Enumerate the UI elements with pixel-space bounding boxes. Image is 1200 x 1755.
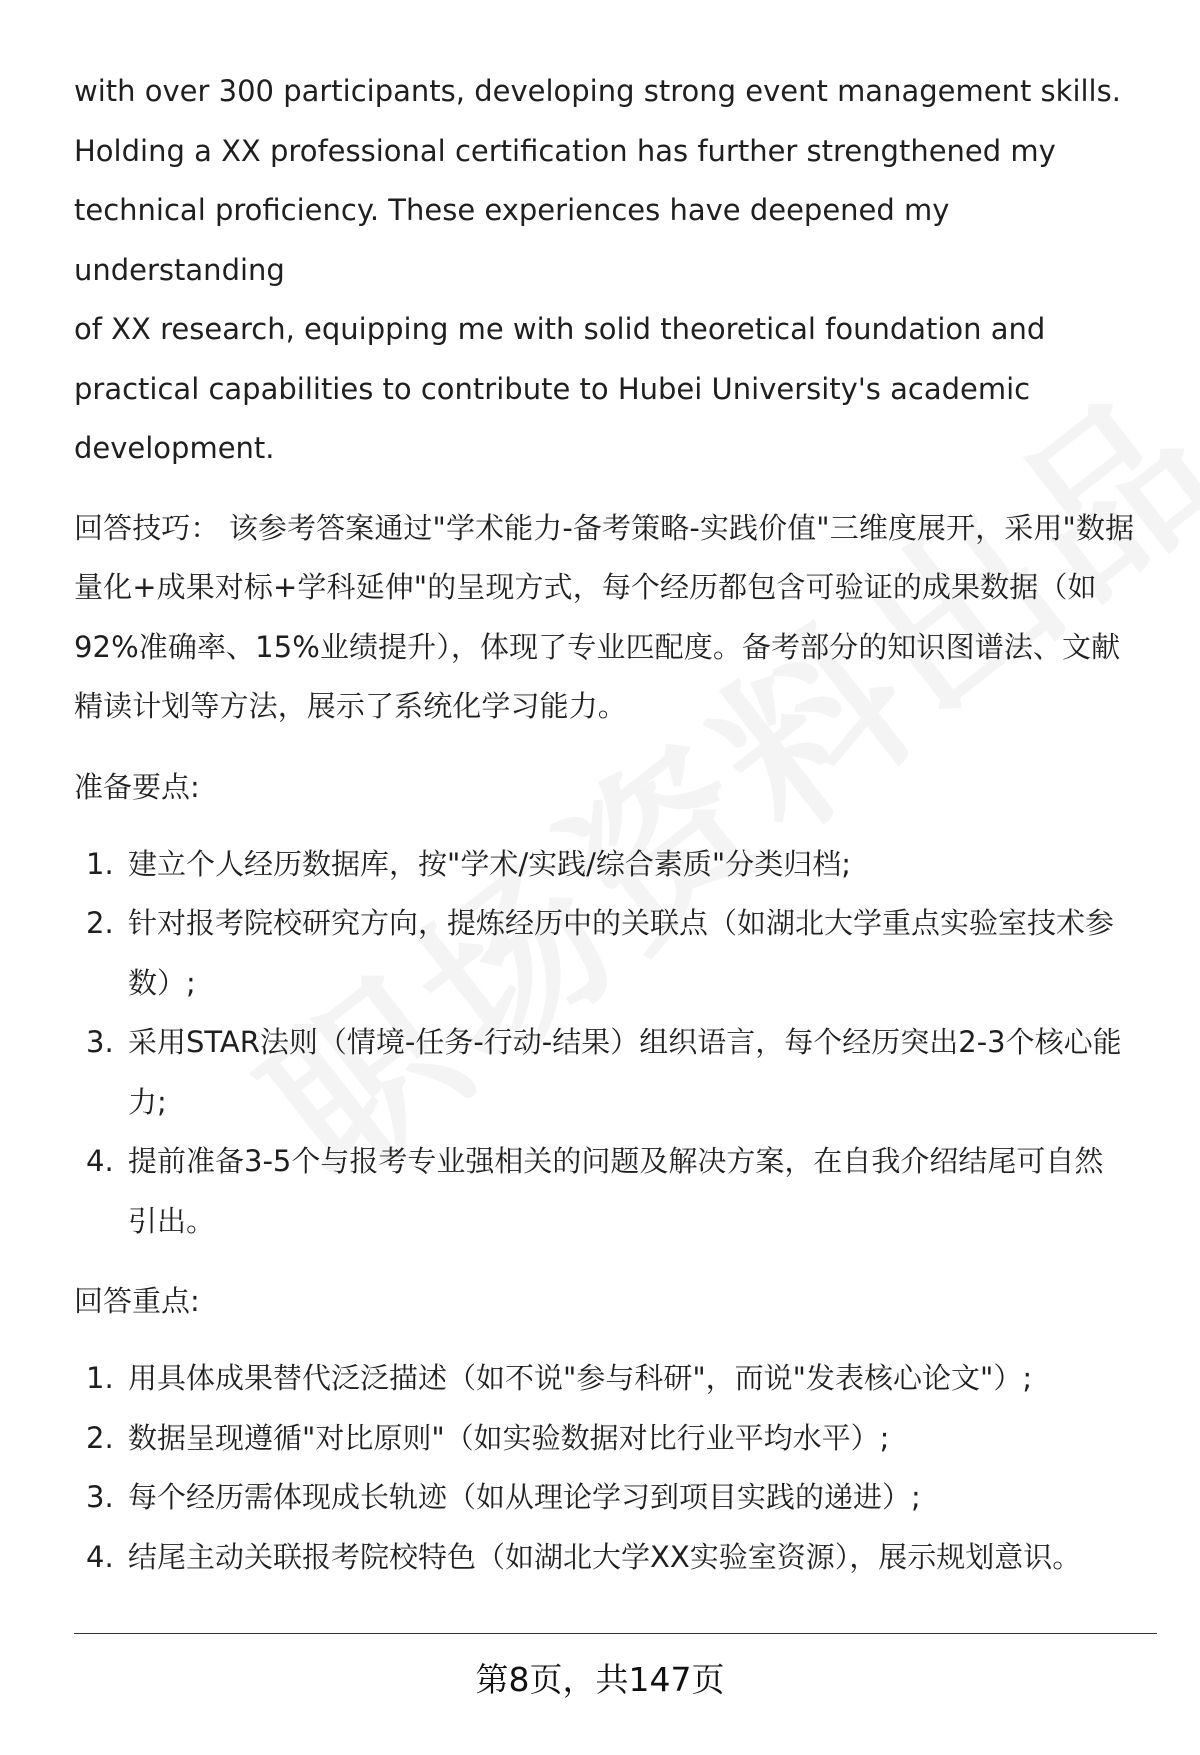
- list-number: 1.: [86, 846, 114, 881]
- intro-paragraph: [74, 62, 1159, 479]
- list-item: [74, 1013, 1159, 1132]
- list-item-text: 用具体成果替代泛泛描述（如不说"参与科研"，而说"发表核心论文"）;: [128, 1361, 1033, 1395]
- page-number: 第8页，共147页: [475, 1660, 725, 1699]
- list-item-text: 提前准备3-5个与报考专业强相关的问题及解决方案，在自我介绍结尾可自然: [128, 1144, 1104, 1178]
- prep-list: [74, 835, 1159, 1252]
- list-item-text: 采用STAR法则（情境-任务-行动-结果）组织语言，每个经历突出2-3个核心能: [128, 1025, 1122, 1059]
- tips-line: 量化+成果对标+学科延伸"的呈现方式，每个经历都包含可验证的成果数据（如: [74, 570, 1097, 604]
- tips-line: 92%准确率、15%业绩提升），体现了专业匹配度。备考部分的知识图谱法、文献: [74, 629, 1121, 664]
- list-item-text: 数据呈现遵循"对比原则"（如实验数据对比行业平均水平）;: [128, 1420, 890, 1455]
- list-number: 2.: [86, 1420, 114, 1455]
- footer-divider: [74, 1633, 1157, 1634]
- list-item: [74, 1528, 1159, 1588]
- tips-paragraph: [74, 499, 1159, 737]
- intro-line: Holding a XX professional certification has further strengthened my: [74, 133, 1056, 168]
- list-item: [74, 835, 1159, 895]
- list-item: [74, 894, 1159, 1013]
- list-number: 4.: [86, 1144, 114, 1178]
- intro-line: development.: [74, 431, 275, 465]
- list-item-text: 引出。: [128, 1203, 216, 1238]
- list-item-text: 建立个人经历数据库，按"学术/实践/综合素质"分类归档;: [128, 846, 851, 881]
- prep-heading: 准备要点:: [74, 769, 200, 804]
- list-item-text: 结尾主动关联报考院校特色（如湖北大学XX实验室资源），展示规划意识。: [128, 1539, 1082, 1574]
- list-item-text: 力;: [128, 1084, 167, 1119]
- focus-list: [74, 1349, 1159, 1587]
- list-number: 4.: [86, 1539, 114, 1574]
- list-item-text: 每个经历需体现成长轨迹（如从理论学习到项目实践的递进）;: [128, 1480, 921, 1514]
- list-item: [74, 1468, 1159, 1528]
- intro-line: with over 300 participants, developing strong event management skills.: [74, 74, 1121, 108]
- intro-line: technical proficiency. These experiences have deepened my understanding: [74, 193, 950, 287]
- list-number: 3.: [86, 1025, 114, 1059]
- list-number: 1.: [86, 1361, 114, 1395]
- list-item: [74, 1409, 1159, 1469]
- focus-heading: 回答重点:: [74, 1284, 200, 1318]
- list-item-text: 数）;: [128, 965, 196, 1000]
- document-body: [74, 62, 1159, 1587]
- list-item: [74, 1349, 1159, 1409]
- list-item-text: 针对报考院校研究方向，提炼经历中的关联点（如湖北大学重点实验室技术参: [128, 906, 1115, 940]
- tips-line: 精读计划等方法，展示了系统化学习能力。: [74, 689, 627, 723]
- list-number: 3.: [86, 1480, 114, 1514]
- list-number: 2.: [86, 906, 114, 940]
- intro-line: practical capabilities to contribute to Hubei University's academic: [74, 371, 1031, 406]
- list-item: [74, 1132, 1159, 1251]
- intro-line: of XX research, equipping me with solid theoretical foundation and: [74, 312, 1046, 346]
- tips-line: 回答技巧： 该参考答案通过"学术能力-备考策略-实践价值"三维度展开，采用"数据: [74, 510, 1135, 545]
